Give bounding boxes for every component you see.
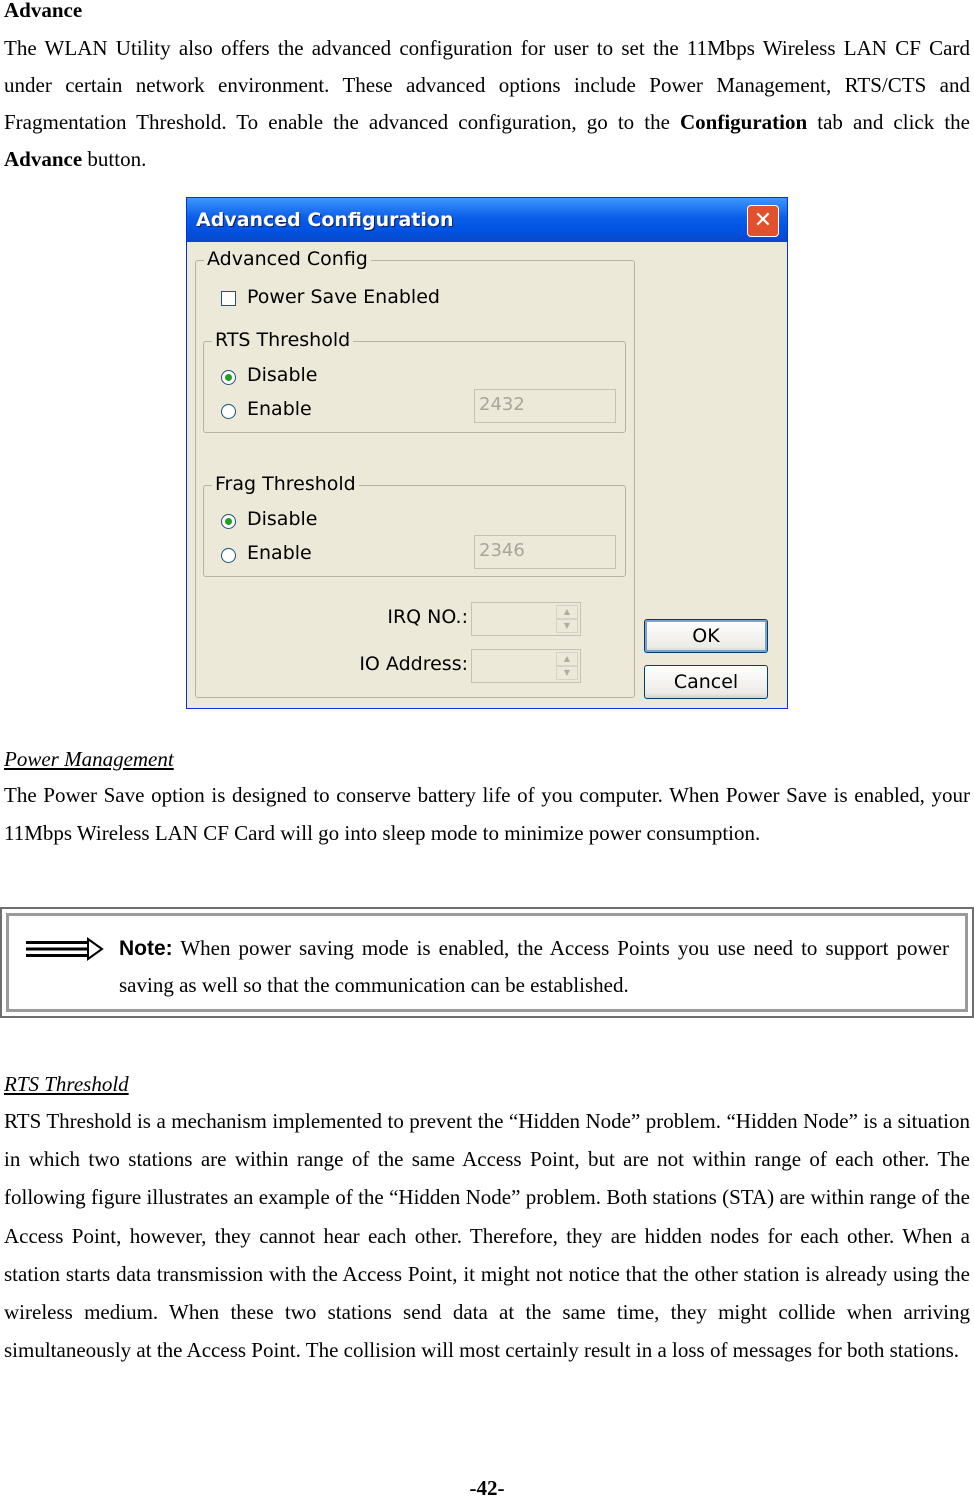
spin-up-icon[interactable]: ▲ xyxy=(556,652,578,666)
io-address-spinner[interactable] xyxy=(471,649,581,683)
frag-enable-radio[interactable] xyxy=(221,548,236,563)
rts-disable-radio[interactable] xyxy=(221,370,236,385)
ok-button[interactable]: OK xyxy=(644,619,768,653)
rts-enable-label: Enable xyxy=(247,398,312,420)
power-save-label: Power Save Enabled xyxy=(247,286,440,308)
spin-down-icon[interactable]: ▼ xyxy=(556,666,578,680)
page-number: -42- xyxy=(469,1476,505,1500)
rts-threshold-input[interactable]: 2432 xyxy=(474,389,616,423)
advanced-configuration-dialog xyxy=(186,197,788,709)
close-button[interactable] xyxy=(747,205,779,237)
rts-disable-label: Disable xyxy=(247,364,318,386)
power-management-paragraph: The Power Save option is designed to conserve battery life of you computer. When Power Save is enabled, your 11Mbps Wireless LAN CF Card will go into sleep mode to minimize power consumption. xyxy=(4,783,970,845)
irq-label: IRQ NO.: xyxy=(387,606,468,628)
advanced-config-label: Advanced Config xyxy=(204,248,371,270)
dialog-titlebar xyxy=(187,198,787,242)
rts-threshold-label: RTS Threshold xyxy=(212,329,353,351)
advance-button-ref: Advance xyxy=(4,147,83,171)
frag-threshold-input[interactable]: 2346 xyxy=(474,535,616,569)
note-text: Note: When power saving mode is enabled, the Access Points you use need to support power saving as well so that the communication can be established. xyxy=(119,936,949,997)
note-label: Note: xyxy=(119,937,173,960)
rts-threshold-paragraph: RTS Threshold is a mechanism implemented to prevent the “Hidden Node” problem. “Hidden Node” is a situation in which two stations are within range of the same Access Point, but are not within range of each other. The following figure illustrates an example of the “Hidden Node” problem. Both stations (STA) are within range of the Access Point, however, they cannot hear each other. Therefore, they are hidden nodes for each other. When a station starts data transmission with the Access Point, it might not notice that the other station is already using the wireless medium. When these two stations send data at the same time, they might collide when arriving simultaneously at the Access Point. The collision will most certainly result in a loss of messages for both stations. xyxy=(4,1109,970,1363)
dialog-title: Advanced Configuration xyxy=(196,209,454,231)
cancel-button[interactable]: Cancel xyxy=(644,665,768,699)
configuration-tab-ref: Configuration xyxy=(679,110,808,134)
frag-threshold-group xyxy=(203,473,626,577)
irq-spinner[interactable] xyxy=(471,602,581,636)
frag-disable-label: Disable xyxy=(247,508,318,530)
frag-disable-radio[interactable] xyxy=(221,514,236,529)
rts-threshold-heading: RTS Threshold xyxy=(4,1072,129,1096)
power-save-checkbox[interactable] xyxy=(221,291,236,306)
rts-enable-radio[interactable] xyxy=(221,404,236,419)
rts-threshold-group xyxy=(203,329,626,433)
section-heading: Advance xyxy=(4,0,83,22)
advanced-config-group xyxy=(195,248,635,698)
intro-paragraph: The WLAN Utility also offers the advanced configuration for user to set the 11Mbps Wireless LAN CF Card under certain network environment. These advanced options include Power Management, RTS/CTS and Fragmentation Threshold. To enable the advanced configuration, go to the Configuration tab and click the Advance button. xyxy=(4,36,970,171)
frag-enable-label: Enable xyxy=(247,542,312,564)
note-arrow-icon xyxy=(26,937,104,961)
frag-threshold-label: Frag Threshold xyxy=(212,473,359,495)
note-box xyxy=(0,907,974,1018)
spin-down-icon[interactable]: ▼ xyxy=(556,619,578,633)
spin-up-icon[interactable]: ▲ xyxy=(556,605,578,619)
io-address-label: IO Address: xyxy=(359,653,468,675)
close-icon: ✕ xyxy=(753,208,773,233)
power-management-heading: Power Management xyxy=(4,747,174,771)
